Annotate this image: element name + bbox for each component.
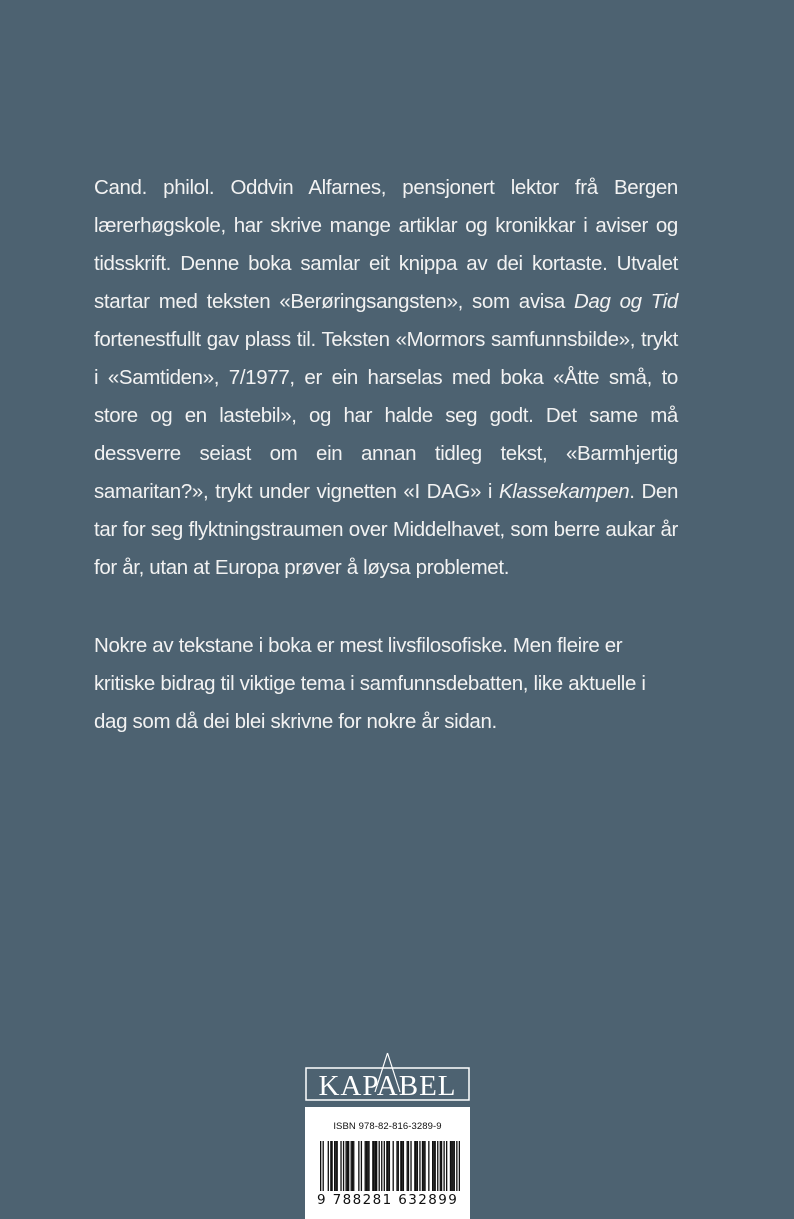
barcode-bar [440,1141,441,1191]
back-cover-paragraph-2: Nokre av tekstane i boka er mest livsfilosofiske. Men fleire er kritiske bidrag til viktige tema i samfunnsdebatten, like aktuelle i dag som då dei blei skrivne for nokre år sidan. [94,634,646,733]
barcode-bar [347,1141,348,1191]
barcode-bar [379,1141,380,1191]
barcode-bar [367,1141,368,1191]
barcode-bar [415,1141,416,1191]
barcode-bar [386,1141,387,1191]
barcode-bar [353,1141,354,1191]
barcode-bar [452,1141,453,1191]
barcode-bar [352,1141,353,1191]
barcode-bar [358,1141,359,1191]
barcode-bar [376,1141,377,1191]
italic-title: Dag og Tid [573,290,678,313]
barcode-bar [417,1141,418,1191]
barcode-bar [365,1141,366,1191]
text-run: . Den tar for seg flyktningstraumen over Middelhavet, som berre aukar år for år, utan at Europa prøver å løysa problemet. [94,480,679,579]
barcode-bar [351,1141,352,1191]
barcode-bar [343,1141,344,1191]
barcode-bar [396,1141,397,1191]
barcode-bar [328,1141,329,1191]
barcode-bar [345,1141,346,1191]
barcode-bar [334,1141,335,1191]
barcode-bar [410,1141,411,1191]
barcode-bar [368,1141,369,1191]
barcode-bar [373,1141,374,1191]
barcode-bar [366,1141,367,1191]
barcode-bar [348,1141,349,1191]
barcode-bar [419,1141,420,1191]
italic-title: Klassekampen [498,480,630,503]
barcode-bar [337,1141,338,1191]
barcode-bar [330,1141,331,1191]
text-run: Cand. philol. Oddvin Alfarnes, pensjonert lektor frå Bergen lærerhøgskole, har skrive mange artiklar og kronikkar i aviser og tidsskrift. Denne boka samlar eit knippa av dei kortaste. Utvalet startar med teksten «Berøringsangsten», som avisa [94,176,678,313]
barcode-bar [451,1141,452,1191]
barcode-bar [433,1141,434,1191]
barcode-bar [407,1141,408,1191]
publisher-logo-icon [305,1052,470,1102]
barcode-bar [361,1141,362,1191]
barcode-digits: 9 788281 632899 [317,1192,459,1208]
barcode-bar [335,1141,336,1191]
barcode-bar [454,1141,455,1191]
barcode-bar [403,1141,404,1191]
barcode-bar [331,1141,332,1191]
barcode-bar [372,1141,373,1191]
text-run: fortenestfullt gav plass til. Teksten «Mormors samfunnsbilde», trykt i «Samtiden», 7/1977, er ein harselas med boka «Åtte små, to store og en lastebil», og har halde seg godt. Det same må dessverre seiast om ein annan tidleg tekst, «Barmhjertig samaritan?», trykt under vignetten «I DAG» i [94,328,678,503]
barcode-bar [422,1141,423,1191]
barcode-bar [340,1141,341,1191]
barcode-bar [424,1141,425,1191]
publisher-logo [305,1052,470,1102]
isbn-label: ISBN 978-82-816-3289-9 [333,1121,442,1132]
barcode-bar [401,1141,402,1191]
barcode-bar [446,1141,447,1191]
barcode-bar [398,1141,399,1191]
barcode-bar [400,1141,401,1191]
barcode-bar [320,1141,321,1191]
barcode-bar [389,1141,390,1191]
barcode-bar [323,1141,324,1191]
barcode-bar [443,1141,444,1191]
barcode-bar [435,1141,436,1191]
barcode-bar [456,1141,457,1191]
barcode-bar [423,1141,424,1191]
barcode-bar [387,1141,388,1191]
barcode-bar [384,1141,385,1191]
barcode-bar [459,1141,460,1191]
barcode-bar [381,1141,382,1191]
barcode-bar [408,1141,409,1191]
barcode-bar [437,1141,438,1191]
barcode [320,1141,460,1195]
barcode-bar [441,1141,442,1191]
publisher-logo-text: KAPABEL [318,1070,457,1102]
barcode-bar [432,1141,433,1191]
barcode-bar [393,1141,394,1191]
isbn-barcode-panel [305,1107,470,1219]
back-cover-paragraph-1 [94,169,678,587]
barcode-bar [414,1141,415,1191]
barcode-bar [375,1141,376,1191]
barcode-bar [450,1141,451,1191]
barcode-bar [428,1141,429,1191]
